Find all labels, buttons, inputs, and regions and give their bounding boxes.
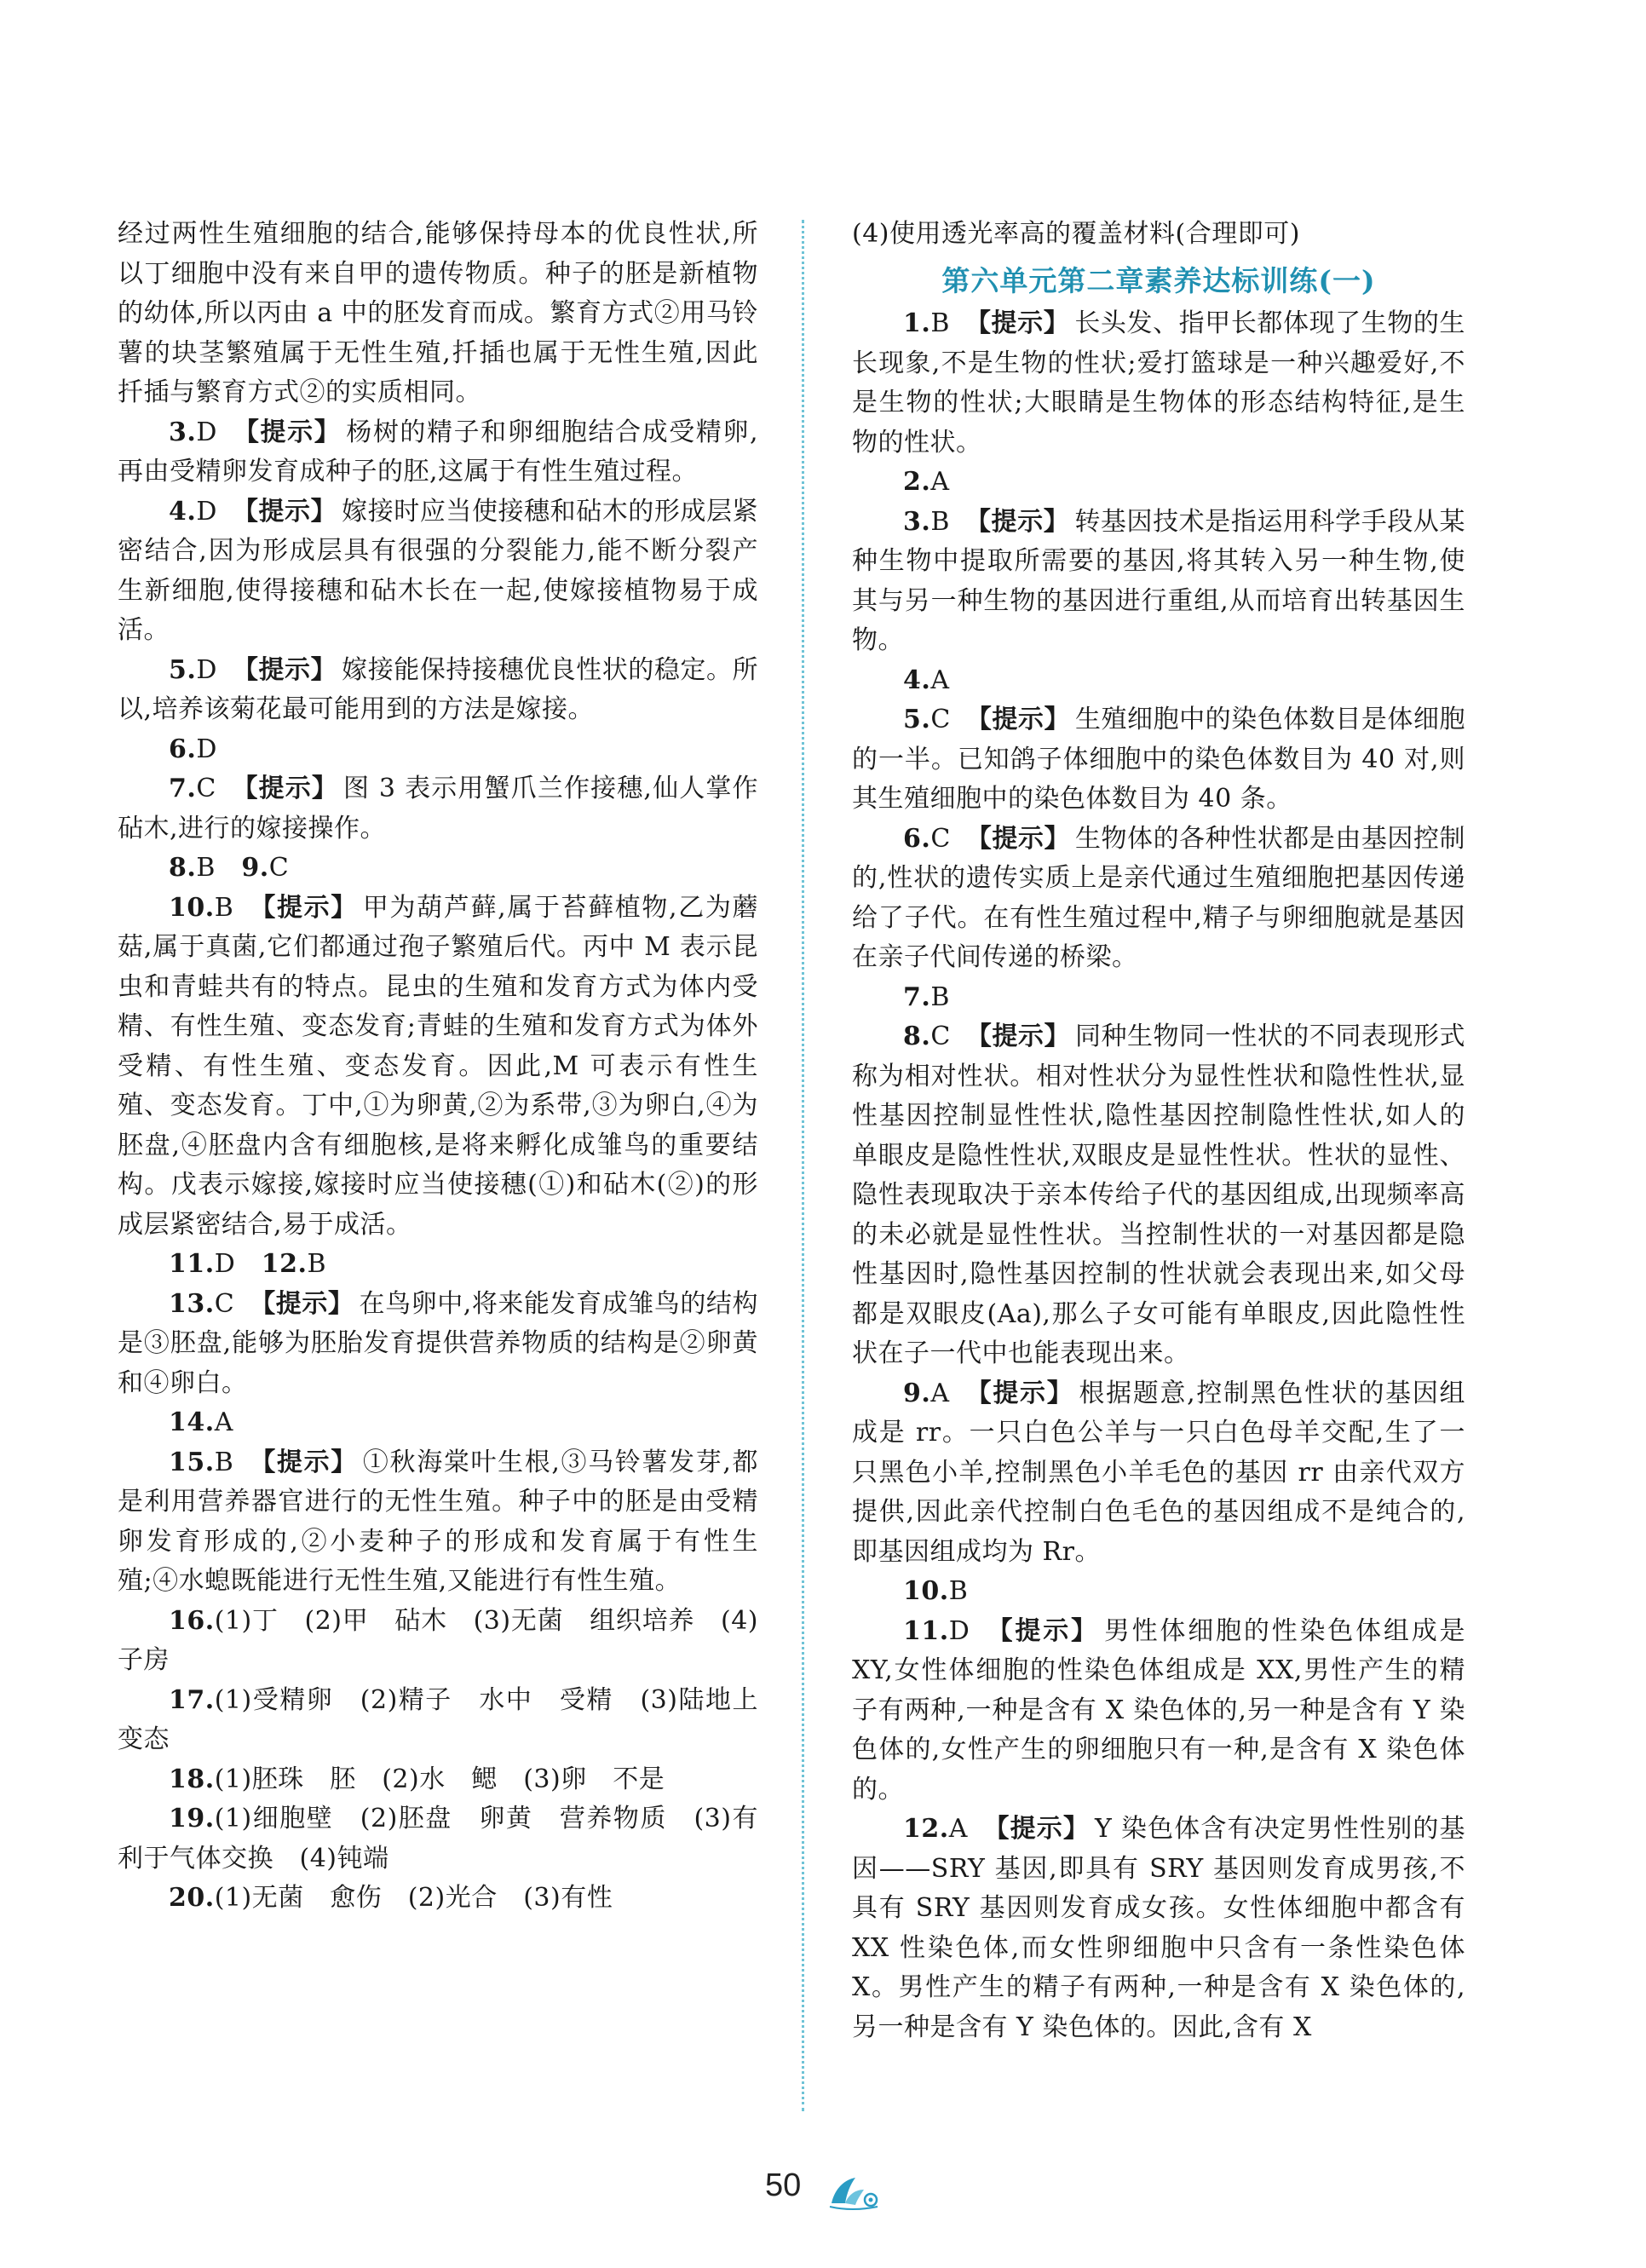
leaf-ornament-icon xyxy=(826,2169,886,2212)
question-number: 7. xyxy=(903,981,931,1012)
question-number: 16. xyxy=(169,1605,215,1636)
column-divider xyxy=(802,220,804,2111)
answer-item xyxy=(852,503,1465,661)
answer-item xyxy=(852,1017,1465,1374)
question-number: 11. xyxy=(169,1249,215,1279)
question-number: 10. xyxy=(169,892,215,923)
answer-letter: A xyxy=(214,1407,233,1437)
answer-letter: C xyxy=(214,1288,235,1319)
answer-letter: A xyxy=(930,467,950,497)
answer-letter: D xyxy=(196,734,217,764)
answer-item xyxy=(852,304,1465,463)
question-number: 11. xyxy=(903,1615,949,1646)
hint-label: 【提示】 xyxy=(964,506,1070,537)
answer-text: 甲为葫芦藓,属于苔藓植物,乙为蘑菇,属于真菌,它们都通过孢子繁殖后代。丙中 M 表示昆虫和青蛙共有的特点。昆虫的生殖和发育方式为体内受精、有性生殖、变态发育;青蛙的生殖和发育方式为体外受精、有性生殖、变态发育。因此,M 可表示有性生殖、变态发育。丁中,①为卵黄,②为系带,③为卵白,④为胚盘,④胚盘内含有细胞核,是将来孵化成雏鸟的重要结构。戊表示嫁接,嫁接时应当使接穗(①)和砧木(②)的形成层紧密结合,易于成活。 xyxy=(118,892,758,1240)
question-number: 14. xyxy=(169,1407,215,1437)
answer-letter: B xyxy=(930,308,950,338)
question-number: 10. xyxy=(903,1576,949,1606)
answer-item xyxy=(118,1799,758,1879)
hint-label: 【提示】 xyxy=(965,705,1070,734)
answer-item xyxy=(852,463,1465,503)
answer-item xyxy=(118,1245,758,1285)
question-number: 17. xyxy=(169,1684,215,1715)
answer-text: 生殖细胞中的染色体数目是体细胞的一半。已知鸽子体细胞中的染色体数目为 40 对,则其生殖细胞中的染色体数目为 40 条。 xyxy=(852,705,1466,814)
hint-label: 【提示】 xyxy=(982,1814,1091,1844)
question-number: 6. xyxy=(903,823,931,854)
answer-item xyxy=(852,1572,1465,1612)
page-number: 50 xyxy=(765,2167,802,2203)
answer-letter: B xyxy=(930,981,950,1012)
question-number: 15. xyxy=(169,1447,215,1477)
question-number: 13. xyxy=(169,1288,215,1319)
question-number: 3. xyxy=(169,417,197,447)
answer-text: 根据题意,控制黑色性状的基因组成是 rr。一只白色公羊与一只白色母羊交配,生了一只黑色小羊,控制黑色小羊毛色的基因 rr 由亲代双方提供,因此亲代控制白色毛色的基因组成不是纯合的,即基因组成均为 Rr。 xyxy=(852,1378,1466,1567)
question-number: 7. xyxy=(169,774,197,803)
answer-item xyxy=(852,1374,1465,1573)
answer-letter: C xyxy=(196,774,216,803)
answer-item xyxy=(118,1602,758,1681)
answer-text: 嫁接能保持接穗优良性状的稳定。所以,培养该菊花最可能用到的方法是嫁接。 xyxy=(118,654,759,724)
question-number: 5. xyxy=(903,705,931,734)
answer-text: 转基因技术是指运用科学手段从某种生物中提取所需要的基因,将其转入另一种生物,使其与另一种生物的基因进行重组,从而培育出转基因生物。 xyxy=(852,506,1466,655)
answer-letter: A xyxy=(930,665,950,695)
answer-text: 生物体的各种性状都是由基因控制的,性状的遗传实质上是亲代通过生殖细胞把基因传递给了子代。在有性生殖过程中,精子与卵细胞就是基因在亲子代间传递的桥梁。 xyxy=(852,823,1466,972)
right-column xyxy=(852,215,1465,2047)
hint-label: 【提示】 xyxy=(232,654,337,685)
answer-letter: D xyxy=(196,417,217,447)
answer-letter: D xyxy=(948,1615,970,1646)
answer-item xyxy=(852,820,1465,978)
question-number: 5. xyxy=(169,654,197,685)
answer-text: 杨树的精子和卵细胞结合成受精卵,再由受精卵发育成种子的胚,这属于有性生殖过程。 xyxy=(118,417,758,486)
question-number: 12. xyxy=(903,1814,949,1844)
page-footer xyxy=(0,2167,1646,2219)
answer-text: (1)丁 (2)甲 砧木 (3)无菌 组织培养 (4)子房 xyxy=(118,1605,758,1675)
hint-label: 【提示】 xyxy=(232,496,337,527)
answer-letter: B xyxy=(307,1249,327,1279)
answer-text: 图 3 表示用蟹爪兰作接穗,仙人掌作砧木,进行的嫁接操作。 xyxy=(118,774,758,843)
answer-item xyxy=(118,1403,758,1443)
hint-label: 【提示】 xyxy=(965,823,1070,854)
answer-item xyxy=(118,849,758,889)
answer-item xyxy=(118,413,758,492)
question-number: 19. xyxy=(169,1804,215,1833)
continued-paragraph: 经过两性生殖细胞的结合,能够保持母本的优良性状,所以丁细胞中没有来自甲的遗传物质。种子的胚是新植物的幼体,所以丙由 a 中的胚发育而成。繁育方式②用马铃薯的块茎繁殖属于无性生殖,扦插也属于无性生殖,因此扦插与繁育方式②的实质相同。 xyxy=(118,219,758,407)
answer-item xyxy=(118,1443,758,1602)
answer-letter: B xyxy=(214,1447,234,1477)
answer-letter: A xyxy=(930,1378,950,1408)
question-number: 6. xyxy=(169,734,197,764)
answer-item xyxy=(118,1285,758,1404)
question-number: 20. xyxy=(169,1883,215,1913)
answer-text: 在鸟卵中,将来能发育成雏鸟的结构是③胚盘,能够为胚胎发育提供营养物质的结构是②卵黄和④卵白。 xyxy=(118,1288,758,1398)
answer-letter: B xyxy=(196,853,216,883)
answer-item xyxy=(118,1879,758,1919)
answer-letter: C xyxy=(930,823,951,854)
answer-text: ①秋海棠叶生根,③马铃薯发芽,都是利用营养器官进行的无性生殖。种子中的胚是由受精卵发育形成的,②小麦种子的形成和发育属于有性生殖;④水螅既能进行无性生殖,又能进行有性生殖。 xyxy=(118,1447,758,1596)
answer-item xyxy=(852,1612,1465,1810)
answer-letter: D xyxy=(214,1249,236,1279)
hint-label: 【提示】 xyxy=(985,1615,1099,1646)
answer-item xyxy=(118,769,758,849)
answer-letter: A xyxy=(948,1814,968,1844)
answer-text: 长头发、指甲长都体现了生物的生长现象,不是生物的性状;爱打篮球是一种兴趣爱好,不是生物的性状;大眼睛是生物体的形态结构特征,是生物的性状。 xyxy=(852,308,1466,458)
question-number: 4. xyxy=(903,665,931,695)
answer-letter: C xyxy=(268,853,290,883)
question-number: 3. xyxy=(903,506,931,537)
answer-item xyxy=(852,700,1465,820)
question-number: 2. xyxy=(903,467,931,497)
hint-label: 【提示】 xyxy=(964,308,1070,338)
answer-text: Y 染色体含有决定男性性别的基因——SRY 基因,即具有 SRY 基因则发育成男孩,不具有 SRY 基因则发育成女孩。女性体细胞中都含有 XX 性染色体,而女性卵细胞中只含有一条性染色体 X。男性产生的精子有两种,一种是含有 X 染色体的,另一种是含有 Y 染色体的。因此,含有 X xyxy=(852,1814,1466,2042)
question-number: 12. xyxy=(261,1249,308,1279)
answer-item xyxy=(852,978,1465,1018)
answer-text: (1)细胞壁 (2)胚盘 卵黄 营养物质 (3)有利于气体交换 (4)钝端 xyxy=(118,1804,758,1874)
answer-text: 同种生物同一性状的不同表现形式称为相对性状。相对性状分为显性性状和隐性性状,显性基因控制显性性状,隐性基因控制隐性性状,如人的单眼皮是隐性性状,双眼皮是显性性状。性状的显性、隐性表现取决于亲本传给子代的基因组成,出现频率高的未必就是显性性状。当控制性状的一对基因都是隐性基因时,隐性基因控制的性状就会表现出来,如父母都是双眼皮(Aa),那么子女可能有单眼皮,因此隐性性状在子一代中也能表现出来。 xyxy=(852,1022,1466,1368)
hint-label: 【提示】 xyxy=(964,1378,1074,1408)
left-column xyxy=(118,215,785,1919)
answer-item xyxy=(118,1760,758,1800)
answer-letter: B xyxy=(214,892,234,923)
answer-text: 嫁接时应当使接穗和砧木的形成层紧密结合,因为形成层具有很强的分裂能力,能不断分裂产生新细胞,使得接穗和砧木长在一起,使嫁接植物易于成活。 xyxy=(118,496,759,645)
answer-text: (1)受精卵 (2)精子 水中 受精 (3)陆地上 变态 xyxy=(118,1684,785,1754)
continued-paragraph: (4)使用透光率高的覆盖材料(合理即可) xyxy=(852,219,1300,249)
question-number: 8. xyxy=(903,1022,931,1051)
hint-label: 【提示】 xyxy=(965,1022,1070,1051)
answer-item xyxy=(852,661,1465,701)
hint-label: 【提示】 xyxy=(232,417,342,447)
answer-letter: C xyxy=(930,1022,951,1051)
answer-letter: D xyxy=(196,496,217,527)
answer-item xyxy=(852,1810,1465,2047)
answer-text: (1)胚珠 胚 (2)水 鳃 (3)卵 不是 xyxy=(214,1764,665,1794)
question-number: 8. xyxy=(169,853,197,883)
answer-item xyxy=(118,492,758,651)
question-number: 9. xyxy=(903,1378,931,1408)
hint-label: 【提示】 xyxy=(249,1447,358,1477)
answer-letter: C xyxy=(930,705,951,734)
answer-item xyxy=(118,651,758,730)
section-title: 第六单元第二章素养达标训练(一) xyxy=(941,263,1376,297)
answer-item xyxy=(118,889,758,1246)
answer-letter: B xyxy=(930,506,950,537)
hint-label: 【提示】 xyxy=(249,892,358,923)
hint-label: 【提示】 xyxy=(231,774,339,803)
answer-item xyxy=(118,1681,785,1760)
answer-text: (1)无菌 愈伤 (2)光合 (3)有性 xyxy=(214,1883,613,1913)
answer-text: 男性体细胞的性染色体组成是 XY,女性体细胞的性染色体组成是 XX,男性产生的精子有两种,一种是含有 X 染色体的,另一种是含有 Y 染色体的,女性产生的卵细胞只有一种,是含有 X 染色体的。 xyxy=(852,1615,1466,1805)
answer-letter: D xyxy=(196,654,217,685)
hint-label: 【提示】 xyxy=(250,1288,354,1319)
answer-letter: B xyxy=(948,1576,969,1606)
question-number: 9. xyxy=(241,853,269,883)
question-number: 4. xyxy=(169,496,197,527)
question-number: 18. xyxy=(169,1764,215,1794)
question-number: 1. xyxy=(903,308,931,338)
answer-item xyxy=(118,730,758,770)
